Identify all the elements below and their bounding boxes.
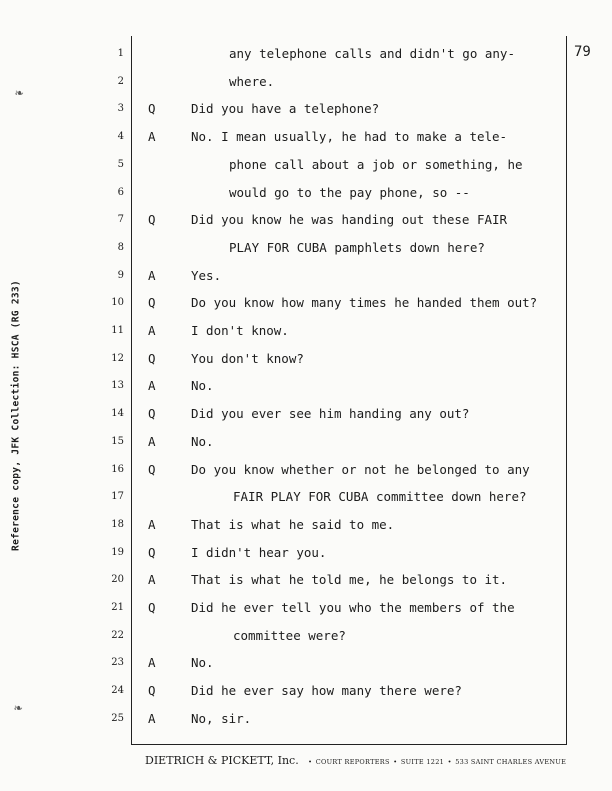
line-number: 1 (117, 48, 124, 59)
transcript-frame-right (566, 36, 567, 745)
transcript-line-text: No. (191, 378, 214, 394)
line-number: 16 (111, 463, 124, 475)
transcript-line-text: any telephone calls and didn't go any- (229, 46, 515, 61)
line-number: 23 (111, 657, 124, 669)
speaker-label: A (148, 378, 156, 394)
transcript-line-text: That is what he told me, he belongs to it. (191, 572, 508, 588)
side-stamp: Reference copy, JFK Collection: HSCA (RG 233) (10, 280, 22, 551)
line-number: 9 (117, 269, 124, 281)
speaker-label: A (148, 129, 156, 145)
line-number: 19 (111, 546, 124, 558)
footer-address: 533 SAINT CHARLES AVENUE (455, 758, 567, 766)
footer-reporters: COURT REPORTERS (315, 758, 390, 766)
transcript-line-text: where. (229, 73, 275, 89)
speaker-label: A (148, 572, 156, 588)
speaker-label: Q (148, 212, 156, 228)
speaker-label: A (148, 323, 156, 338)
footer-suite: SUITE 1221 (400, 758, 445, 766)
transcript-line-text: Did you have a telephone? (191, 101, 380, 117)
line-number: 24 (111, 685, 124, 697)
speaker-label: Q (148, 683, 156, 699)
speaker-label: Q (148, 406, 156, 422)
transcript-line-text: No, sir. (191, 710, 252, 726)
footer-bullet: • (393, 758, 398, 766)
footer-company: DIETRICH & PICKETT, Inc. (145, 754, 299, 767)
transcript-line-text: Did you ever see him handing any out? (191, 406, 470, 422)
line-number: 15 (111, 435, 124, 447)
transcript-line-text: Did he ever say how many there were? (191, 683, 462, 699)
transcript-line-text: No. (191, 655, 214, 671)
line-number: 11 (111, 325, 124, 336)
speaker-label: Q (148, 461, 156, 477)
speaker-label: Q (148, 295, 156, 311)
footer-bullet: • (308, 758, 313, 766)
transcript-line-text: No. I mean usually, he had to make a tele- (191, 129, 508, 145)
transcript-line-text: Did you know he was handing out these FAIR (191, 212, 508, 228)
speaker-label: A (148, 267, 156, 283)
line-number: 22 (111, 629, 124, 641)
transcript-frame-bottom (131, 744, 567, 745)
transcript-line-text: I don't know. (191, 323, 289, 338)
line-number: 3 (117, 103, 124, 115)
line-number: 5 (117, 158, 124, 170)
page-number: 79 (574, 44, 591, 60)
speaker-label: A (148, 655, 156, 671)
speaker-label: Q (148, 600, 156, 615)
margin-mark: ❧ (14, 700, 23, 716)
transcript-line-text: phone call about a job or something, he (229, 156, 523, 172)
speaker-label: A (148, 710, 156, 726)
transcript-line-text: Do you know whether or not he belonged to any (191, 461, 530, 477)
transcript-line-text: You don't know? (191, 350, 304, 366)
speaker-label: Q (148, 544, 156, 560)
transcript-line-text: Yes. (191, 267, 222, 283)
line-number: 10 (111, 297, 124, 309)
speaker-label: A (148, 433, 156, 449)
speaker-label: Q (148, 350, 156, 366)
transcript-line-text: Do you know how many times he handed them out? (191, 295, 538, 311)
transcript-line-text: Did he ever tell you who the members of the (191, 600, 515, 615)
line-number: 20 (111, 574, 124, 586)
speaker-label: Q (148, 101, 156, 117)
transcript-line-text: No. (191, 433, 214, 449)
line-number: 21 (111, 602, 124, 613)
speaker-label: A (148, 516, 156, 532)
line-number: 6 (117, 186, 124, 198)
transcript-line-text: committee were? (233, 627, 346, 643)
margin-mark: ❧ (15, 85, 24, 101)
line-number: 8 (117, 241, 124, 253)
transcript-line-text: That is what he said to me. (191, 516, 395, 532)
line-number: 2 (117, 75, 124, 87)
transcript-line-text: PLAY FOR CUBA pamphlets down here? (229, 239, 485, 255)
line-number: 4 (117, 131, 124, 143)
transcript-line-text: FAIR PLAY FOR CUBA committee down here? (233, 489, 527, 505)
line-number: 25 (111, 712, 124, 724)
line-number: 12 (111, 352, 124, 364)
transcript-line-text: I didn't hear you. (191, 544, 327, 560)
footer-bullet: • (447, 758, 452, 766)
footer (145, 754, 566, 767)
line-number: 13 (111, 380, 124, 392)
line-number: 7 (117, 214, 124, 226)
transcript-frame-left (131, 36, 132, 745)
line-number: 18 (111, 518, 124, 530)
line-number: 14 (111, 408, 124, 420)
transcript-line-text: would go to the pay phone, so -- (229, 184, 470, 200)
line-number: 17 (111, 491, 124, 503)
